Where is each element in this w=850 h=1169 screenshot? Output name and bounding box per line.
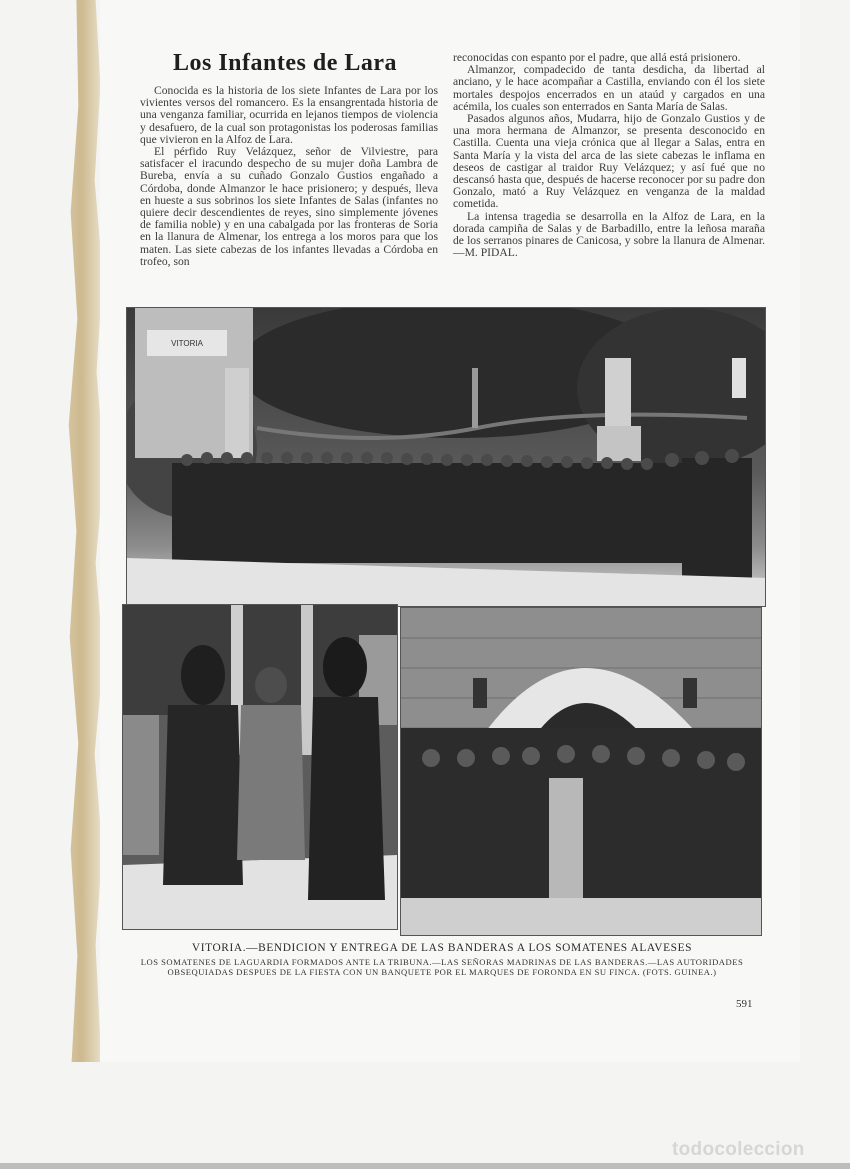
photo-madrinas [122, 604, 398, 930]
photo-autoridades [400, 607, 762, 936]
watermark-logo: todocoleccion [672, 1139, 805, 1160]
gate-sign-text: VITORIA [171, 339, 203, 348]
bottom-band [0, 1163, 850, 1169]
photo-somatenes-formation [126, 307, 766, 607]
page-number: 591 [736, 998, 753, 1010]
paragraph: Conocida es la historia de los siete Infantes de Lara por los vivientes versos del romancero. Es la ensangrentada historia de una venganza familiar, ocurrida en lejanos tiempos de violencia y desafuero, de la cual son protagonistas los poderosas familias que vivieron en la Alfoz de Lara. [140, 84, 438, 146]
paragraph: La intensa tragedia se desarrolla en la Alfoz de Lara, en la dorada campiña de Salas y de Barbadillo, entre la leñosa maraña de los serranos pinares de Canicosa, y sobre la llanura de Almenar.—M. PIDAL. [453, 209, 765, 260]
caption-body: LOS SOMATENES DE LAGUARDIA FORMADOS ANTE LA TRIBUNA.—LAS SEÑORAS MADRINAS DE LAS BANDERAS.—LAS AUTORIDADES OBSEQUIADAS DESPUES DE LA FIESTA CON UN BANQUETE POR EL MARQUES DE FORONDA EN SU FINCA. (FOTS. GUINEA.) [140, 957, 744, 977]
paragraph: reconocidas con espanto por el padre, que allá está prisionero. [453, 51, 741, 64]
article-title: Los Infantes de Lara [172, 50, 398, 76]
paragraph: Pasados algunos años, Mudarra, hijo de Gonzalo Gustios y de una mora hermana de Almanzor, se presenta desconocido en Castilla. Cuenta una vieja crónica que al llegar a Salas, entra en Santa María y la vista del arca de las siete cabezas le inflama en deseos de castigar al traidor Ruy Velázquez; y así fué que no descansó hasta que, después de hacerse reconocer por su padre don Gonzalo, mató a Ruy Velázquez en venganza de la maldad cometida. [453, 112, 765, 211]
article-column-left [140, 85, 438, 268]
article-column-right [453, 52, 765, 259]
paragraph: El pérfido Ruy Velázquez, señor de Vilviestre, para satisfacer el iracundo despecho de su mujer doña Lambra de Bureba, envía a su cuñado Gonzalo Gustios engañado a Córdoba, donde Almanzor le hace prisionero; y después, lleva en hueste a sus sobrinos los siete Infantes de Salas (infantes no quiere decir descendientes de reyes, sino simplemente jóvenes de familia noble) y en una cabalgada por las fronteras de Soria en la llanura de Almenar, los entrega a los moros para que los maten. Las siete cabezas de los infantes llevadas a Córdoba en trofeo, son [140, 145, 438, 268]
paragraph: Almanzor, compadecido de tanta desdicha, da libertad al anciano, y le hace acompañar a Castilla, enviando con él los siete mortales despojos encerrados en un ataúd y cargados en una acémila, los cuales son enterrados en Santa María de Salas. [453, 63, 765, 113]
caption-heading: VITORIA.—BENDICION Y ENTREGA DE LAS BANDERAS A LOS SOMATENES ALAVESES [191, 942, 693, 954]
